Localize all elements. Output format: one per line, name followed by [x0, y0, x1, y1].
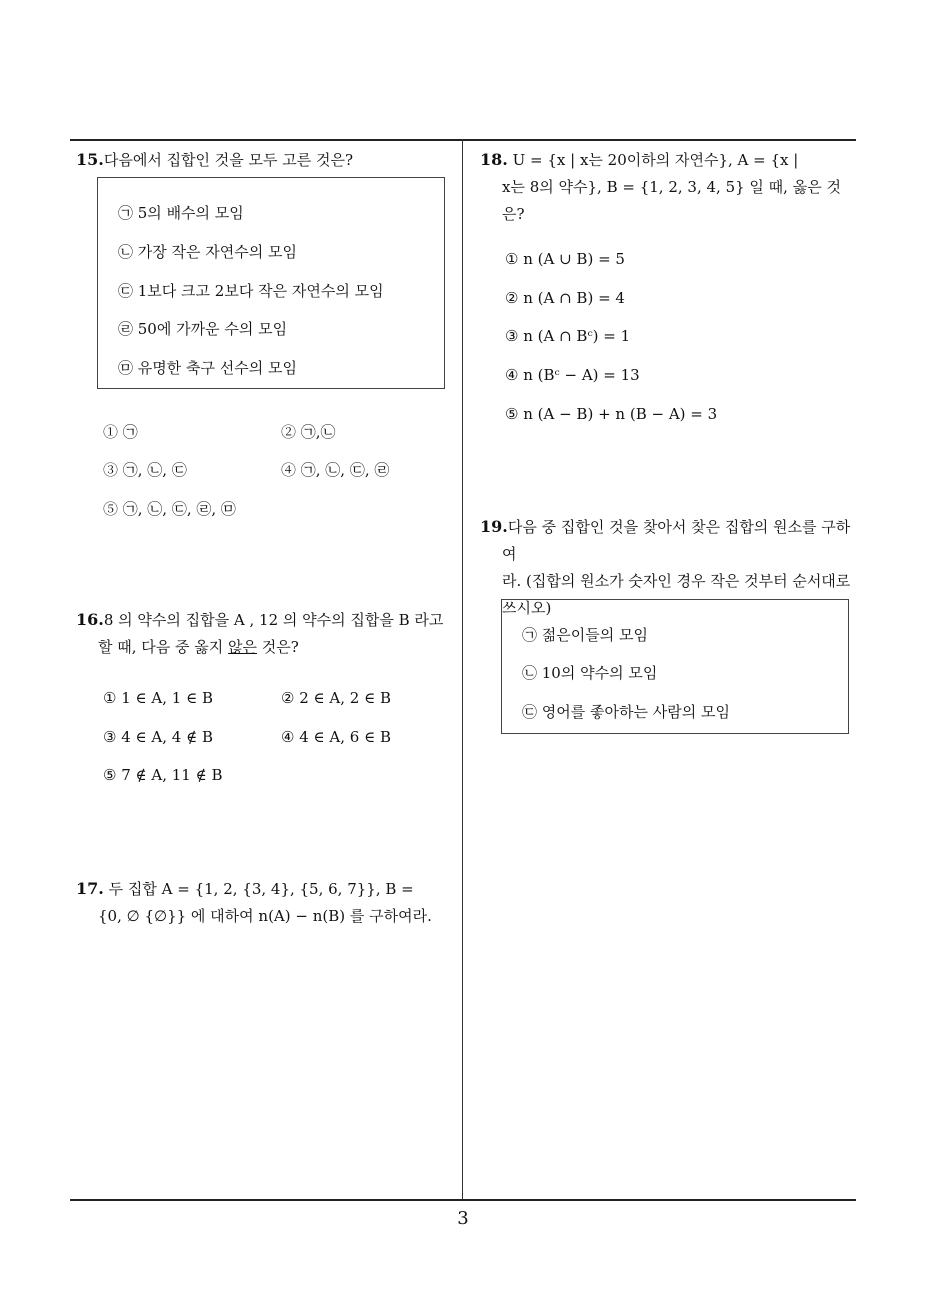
choice-5[interactable]: ⑤ ㉠, ㉡, ㉢, ㉣, ㉤	[103, 500, 236, 518]
choice-4[interactable]: ④ ㉠, ㉡, ㉢, ㉣	[281, 461, 390, 479]
question-18-prompt: 18. U = {x | x는 20이하의 자연수}, A = {x | x는 8의 약수}, B = {1, 2, 3, 4, 5} 일 때, 옳은 것 은?	[480, 150, 841, 223]
question-19-prompt: 19.다음 중 집합인 것을 찾아서 찾은 집합의 원소를 구하여 라. (집합의 원소가 숫자인 경우 작은 것부터 순서대로 쓰시오)	[480, 517, 851, 617]
question-16	[76, 606, 458, 661]
choice-3[interactable]: ③ ㉠, ㉡, ㉢	[103, 461, 187, 479]
question-number: 19.	[480, 517, 508, 536]
page-number: 3	[457, 1208, 469, 1229]
question-number: 16.	[76, 610, 104, 629]
question-19-box	[501, 599, 849, 734]
question-17	[76, 875, 458, 930]
box-item: ㉣ 50에 가까운 수의 모임	[118, 320, 288, 338]
choice-2[interactable]: ② 2 ∈ A, 2 ∈ B	[281, 689, 391, 707]
box-item: ㉤ 유명한 축구 선수의 모임	[118, 359, 297, 377]
question-18	[480, 146, 860, 228]
choice-5[interactable]: ⑤ n (A − B) + n (B − A) = 3	[505, 405, 718, 423]
choice-3[interactable]: ③ 4 ∈ A, 4 ∉ B	[103, 728, 213, 746]
question-number: 15.	[76, 150, 104, 169]
choice-2[interactable]: ② ㉠,㉡	[281, 423, 336, 441]
box-item: ㉢ 1보다 크고 2보다 작은 자연수의 모임	[118, 282, 384, 300]
choice-3[interactable]: ③ n (A ∩ Bᶜ) = 1	[505, 327, 631, 345]
question-number: 17.	[76, 879, 104, 898]
choice-4[interactable]: ④ 4 ∈ A, 6 ∈ B	[281, 728, 391, 746]
underlined-word: 않은	[228, 638, 258, 656]
choice-2[interactable]: ② n (A ∩ B) = 4	[505, 289, 625, 307]
choice-1[interactable]: ① ㉠	[103, 423, 138, 441]
question-16-prompt: 16.8 의 약수의 집합을 A , 12 의 약수의 집합을 B 라고 할 때, 다음 중 옳지 않은 것은?	[76, 610, 444, 656]
box-item: ㉠ 젊은이들의 모임	[522, 626, 648, 644]
question-15-box	[97, 177, 445, 389]
question-15	[76, 146, 458, 174]
choice-4[interactable]: ④ n (Bᶜ − A) = 13	[505, 366, 640, 384]
top-rule	[70, 139, 856, 141]
choice-1[interactable]: ① 1 ∈ A, 1 ∈ B	[103, 689, 213, 707]
bottom-rule	[70, 1199, 856, 1201]
box-item: ㉠ 5의 배수의 모임	[118, 204, 244, 222]
choice-5[interactable]: ⑤ 7 ∉ A, 11 ∉ B	[103, 766, 223, 784]
question-15-prompt: 15.다음에서 집합인 것을 모두 고른 것은?	[76, 150, 354, 169]
box-item: ㉢ 영어를 좋아하는 사람의 모임	[522, 703, 730, 721]
choice-1[interactable]: ① n (A ∪ B) = 5	[505, 250, 625, 268]
box-item: ㉡ 가장 작은 자연수의 모임	[118, 243, 297, 261]
column-divider	[462, 139, 463, 1200]
question-number: 18.	[480, 150, 508, 169]
box-item: ㉡ 10의 약수의 모임	[522, 664, 658, 682]
question-17-prompt: 17. 두 집합 A = {1, 2, {3, 4}, {5, 6, 7}}, B = {0, ∅ {∅}} 에 대하여 n(A) − n(B) 를 구하여라.	[76, 879, 432, 925]
